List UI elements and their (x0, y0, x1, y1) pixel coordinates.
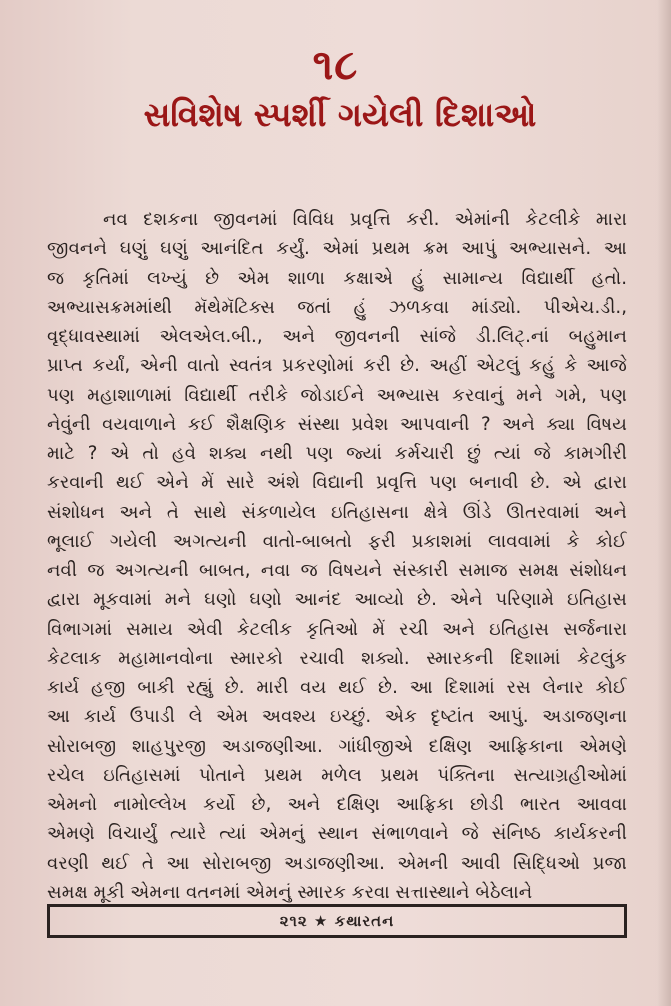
body-line: એમણે વિચાર્યું ત્યારે ત્યાં એમનું સ્થાન સંભાળવાને જે સંનિષ્ઠ કાર્યકરની (47, 823, 627, 845)
body-line: વરણી થઈ તે આ સોરાબજી અડાજણીઆ. એમની આવી સિદ્ધિઓ પ્રજા (47, 852, 627, 874)
body-line: નવી જ અગત્યની બાબત, નવા જ વિષયને સંસ્કારી સમાજ સમક્ષ સંશોધન (47, 560, 627, 581)
body-text (47, 205, 627, 907)
body-line: નવ દશકના જીવનમાં વિવિધ પ્રવૃત્તિ કરી. એમાંની કેટલીકે મારા (103, 209, 627, 230)
body-line: સંશોધન અને તે સાથે સંકળાયેલ ઇતિહાસના ક્ષેત્રે ઊંડે ઊતરવામાં અને (47, 501, 627, 523)
body-line: આ કાર્ય ઉપાડી લે એમ અવશ્ય ઇચ્છું. એક દૃષ્ટાંત આપું. અડાજણના (47, 706, 627, 728)
page-footer (47, 904, 627, 938)
body-line: દ્વારા મૂકવામાં મને ઘણો ઘણો આનંદ આવ્યો છે. એને પરિણામે ઇતિહાસ (47, 589, 627, 611)
footer-page-label: ૨૧૨ ★ કથારતન (279, 912, 395, 930)
body-line: એમનો નામોલ્લેખ કર્યો છે, અને દક્ષિણ આફ્રિકા છોડી ભારત આવવા (47, 794, 627, 815)
body-line: કરવાની થઈ એને મેં સારે અંશે વિદ્યાની પ્રવૃત્તિ પણ બનાવી છે. એ દ્વારા (47, 472, 627, 494)
chapter-number: ૧૮ (312, 40, 359, 89)
body-line: પ્રાપ્ત કર્યાં, એની વાતો સ્વતંત્ર પ્રકરણોમાં કરી છે. અહીં એટલું કહું કે આજે (47, 355, 627, 377)
body-line: રચેલ ઇતિહાસમાં પોતાને પ્રથમ મળેલ પ્રથમ પંક્તિના સત્યાગ્રહીઓમાં (47, 764, 627, 786)
body-line: ભૂલાઈ ગયેલી અગત્યની વાતો-બાબતો ફરી પ્રકાશમાં લાવવામાં કે કોઈ (47, 530, 627, 552)
chapter-title: સવિશેષ સ્પર્શી ગયેલી દિશાઓ (143, 95, 537, 134)
body-line: માટે ? એ તો હવે શક્ય નથી પણ જ્યાં કર્મચારી છું ત્યાં જે કામગીરી (47, 443, 627, 464)
body-line: અભ્યાસક્રમમાંથી મૅથેમૅટિક્સ જતાં હું ઝળકવા માંડ્યો. પીએચ.ડી., (47, 296, 627, 318)
body-line: પણ મહાશાળામાં વિદ્યાર્થી તરીકે જોડાઈને અભ્યાસ કરવાનું મને ગમે, પણ (47, 384, 627, 406)
body-line: સમક્ષ મૂકી એમના વતનમાં એમનું સ્મારક કરવા સત્તાસ્થાને બેઠેલાને (47, 881, 533, 903)
body-line: જીવનને ઘણું ઘણું આનંદિત કર્યું. એમાં પ્રથમ ક્રમ આપું અભ્યાસને. આ (47, 238, 627, 260)
body-line: વૃદ્ધાવસ્થામાં એલએલ.બી., અને જીવનની સાંજે ડી.લિટ્.નાં બહુમાન (47, 326, 627, 347)
body-line: જ કૃતિમાં લખ્યું છે એમ શાળા કક્ષાએ હું સામાન્ય વિદ્યાર્થી હતો. (47, 267, 627, 289)
body-line: કાર્ય હજી બાકી રહ્યું છે. મારી વય થઈ છે. આ દિશામાં રસ લેનાર કોઈ (47, 677, 627, 698)
body-line: વિભાગમાં સમાય એવી કેટલીક કૃતિઓ મેં રચી અને ઇતિહાસ સર્જનારા (47, 618, 627, 640)
body-line: સોરાબજી શાહપુરજી અડાજણીઆ. ગાંધીજીએ દક્ષિણ આફ્રિકાના એમણે (47, 735, 627, 757)
page-spine-shadow (657, 0, 671, 1006)
body-line: નેવુંની વયવાળાને કઈ શૈક્ષણિક સંસ્થા પ્રવેશ આપવાની ? અને ક્યા વિષય (47, 413, 627, 435)
body-line: કેટલાક મહામાનવોના સ્મારકો રચાવી શક્યો. સ્મારકની દિશામાં કેટલુંક (47, 647, 627, 669)
